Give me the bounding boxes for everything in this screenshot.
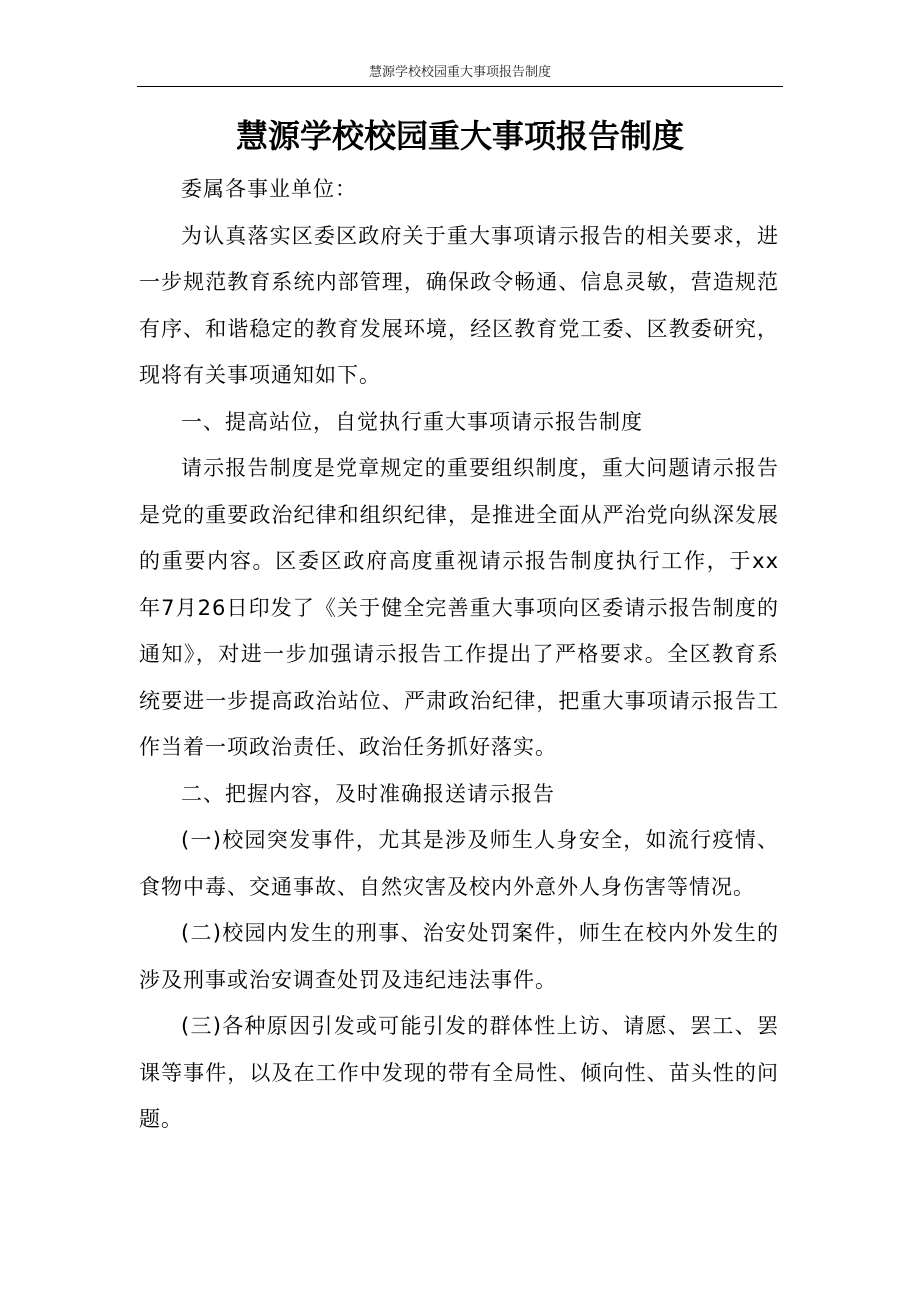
list-item-3: (三)各种原因引发或可能引发的群体性上访、请愿、罢工、罢课等事件，以及在工作中发现的带有全局性、倾向性、苗头性的问题。 — [139, 1014, 779, 1131]
list-item-2: (二)校园内发生的刑事、治安处罚案件，师生在校内外发生的涉及刑事或治安调查处罚及违纪违法事件。 — [139, 921, 779, 992]
document-title: 慧源学校校园重大事项报告制度 — [235, 117, 684, 155]
list-item-1: (一)校园突发事件，尤其是涉及师生人身安全，如流行疫情、食物中毒、交通事故、自然灾害及校内外意外人身伤害等情况。 — [139, 828, 779, 899]
paragraph-section-1: 请示报告制度是党章规定的重要组织制度，重大问题请示报告是党的重要政治纪律和组织纪律，是推进全面从严治党向纵深发展的重要内容。区委区政府高度重视请示报告制度执行工作，于xx年7月26日印发了《关于健全完善重大事项向区委请示报告制度的通知》，对进一步加强请示报告工作提出了严格要求。全区教育系统要进一步提高政治站位、严肃政治纪律，把重大事项请示报告工作当着一项政治责任、政治任务抓好落实。 — [139, 456, 779, 759]
document-body — [139, 166, 779, 1143]
section-heading-1: 一、提高站位，自觉执行重大事项请示报告制度 — [181, 409, 643, 434]
paragraph-intro: 为认真落实区委区政府关于重大事项请示报告的相关要求，进一步规范教育系统内部管理，确保政令畅通、信息灵敏，营造规范有序、和谐稳定的教育发展环境，经区教育党工委、区教委研究，现将有关事项通知如下。 — [139, 223, 779, 387]
salutation: 委属各事业单位： — [181, 177, 357, 201]
header-rule — [137, 86, 783, 87]
running-header: 慧源学校校园重大事项报告制度 — [368, 65, 551, 80]
section-heading-2: 二、把握内容，及时准确报送请示报告 — [181, 781, 555, 806]
